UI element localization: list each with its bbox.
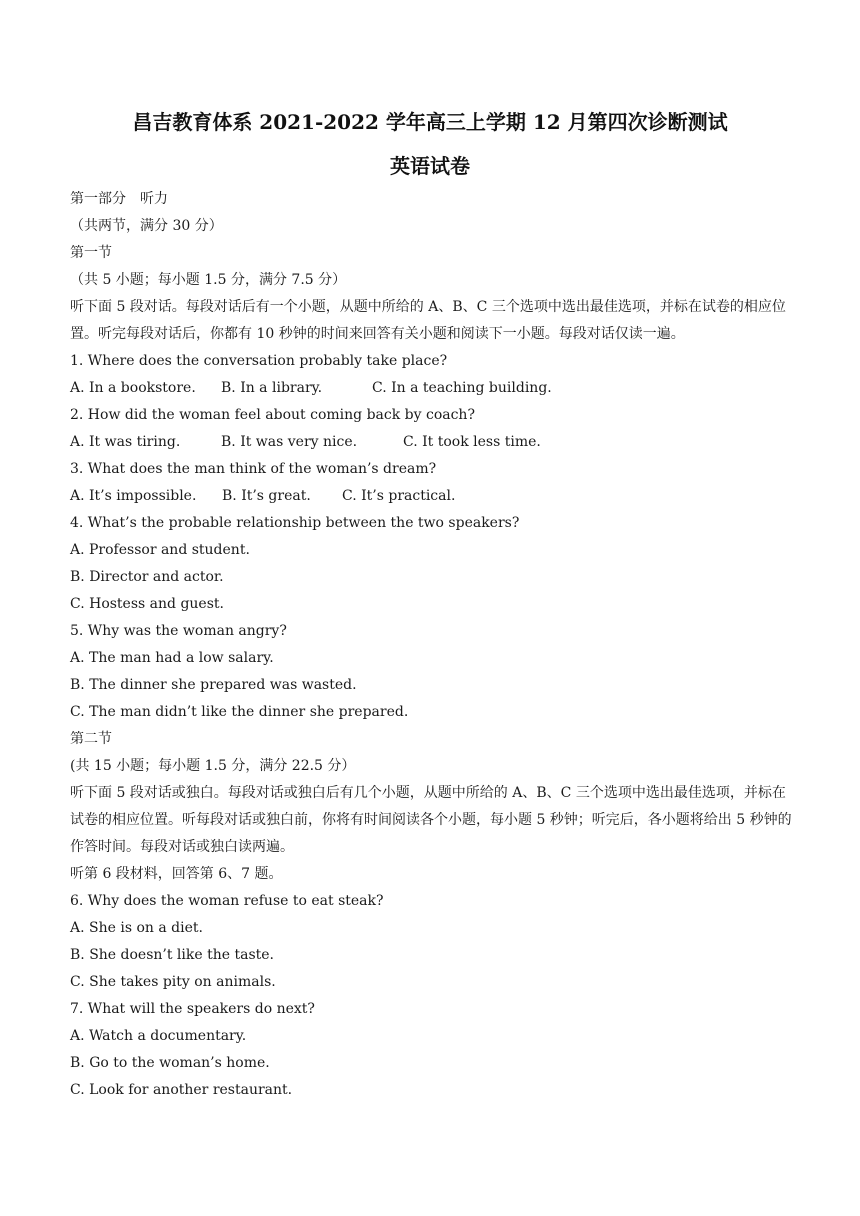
question-4: 4. What’s the probable relationship between the two speakers?	[70, 515, 520, 531]
option-a: A. She is on a diet.	[70, 920, 203, 936]
option-a: A. The man had a low salary.	[70, 650, 274, 666]
question-1-options	[70, 375, 795, 402]
question-6: 6. Why does the woman refuse to eat steak?	[70, 893, 384, 909]
section2-heading: 第二节	[70, 731, 112, 747]
exam-title: 昌吉教育体系 2021-2022 学年高三上学期 12 月第四次诊断测试	[132, 110, 728, 134]
section1-instructions: 听下面 5 段对话。每段对话后有一个小题，从题中所给的 A、B、C 三个选项中选出最佳选项，并标在试卷的相应位置。听完每段对话后，你都有 10 秒钟的时间来回答有关小题和阅读下一小题。每段对话仅读一遍。	[70, 299, 786, 342]
exam-subtitle: 英语试卷	[390, 154, 470, 178]
section2-instructions: 听下面 5 段对话或独白。每段对话或独白后有几个小题，从题中所给的 A、B、C 三个选项中选出最佳选项，并标在试卷的相应位置。听每段对话或独白前，你将有时间阅读各个小题，每小题 5 秒钟；听完后，各小题将给出 5 秒钟的作答时间。每段对话或独白读两遍。	[70, 785, 792, 855]
question-1: 1. Where does the conversation probably take place?	[70, 353, 448, 369]
exam-content	[70, 186, 795, 1104]
option-c: C. Hostess and guest.	[70, 596, 224, 612]
option-b: B. The dinner she prepared was wasted.	[70, 677, 357, 693]
question-7: 7. What will the speakers do next?	[70, 1001, 315, 1017]
section2-note: (共 15 小题；每小题 1.5 分，满分 22.5 分）	[70, 758, 356, 774]
option-c: C. She takes pity on animals.	[70, 974, 276, 990]
question-2-options	[70, 429, 795, 456]
option-b: B. She doesn’t like the taste.	[70, 947, 275, 963]
part-note: （共两节，满分 30 分）	[70, 218, 223, 234]
option-c: C. Look for another restaurant.	[70, 1082, 293, 1098]
question-2: 2. How did the woman feel about coming back by coach?	[70, 407, 475, 423]
section1-note: （共 5 小题；每小题 1.5 分，满分 7.5 分）	[70, 272, 347, 288]
option-c: C. It’s practical.	[342, 488, 456, 504]
option-a: A. In a bookstore.	[70, 380, 196, 396]
option-c: C. The man didn’t like the dinner she prepared.	[70, 704, 409, 720]
option-b: B. Director and actor.	[70, 569, 224, 585]
option-a: A. Professor and student.	[70, 542, 250, 558]
part-heading: 第一部分 听力	[70, 191, 168, 207]
option-c: C. It took less time.	[403, 434, 541, 450]
option-c: C. In a teaching building.	[372, 380, 552, 396]
option-b: B. It’s great.	[222, 488, 311, 504]
question-3-options	[70, 483, 795, 510]
option-a: A. Watch a documentary.	[70, 1028, 247, 1044]
question-5: 5. Why was the woman angry?	[70, 623, 287, 639]
material-6-heading: 听第 6 段材料，回答第 6、7 题。	[70, 866, 283, 882]
option-a: A. It was tiring.	[70, 434, 181, 450]
section1-heading: 第一节	[70, 245, 112, 261]
question-3: 3. What does the man think of the woman’s dream?	[70, 461, 437, 477]
option-a: A. It’s impossible.	[70, 488, 197, 504]
option-b: B. In a library.	[221, 380, 323, 396]
option-b: B. It was very nice.	[221, 434, 358, 450]
option-b: B. Go to the woman’s home.	[70, 1055, 270, 1071]
